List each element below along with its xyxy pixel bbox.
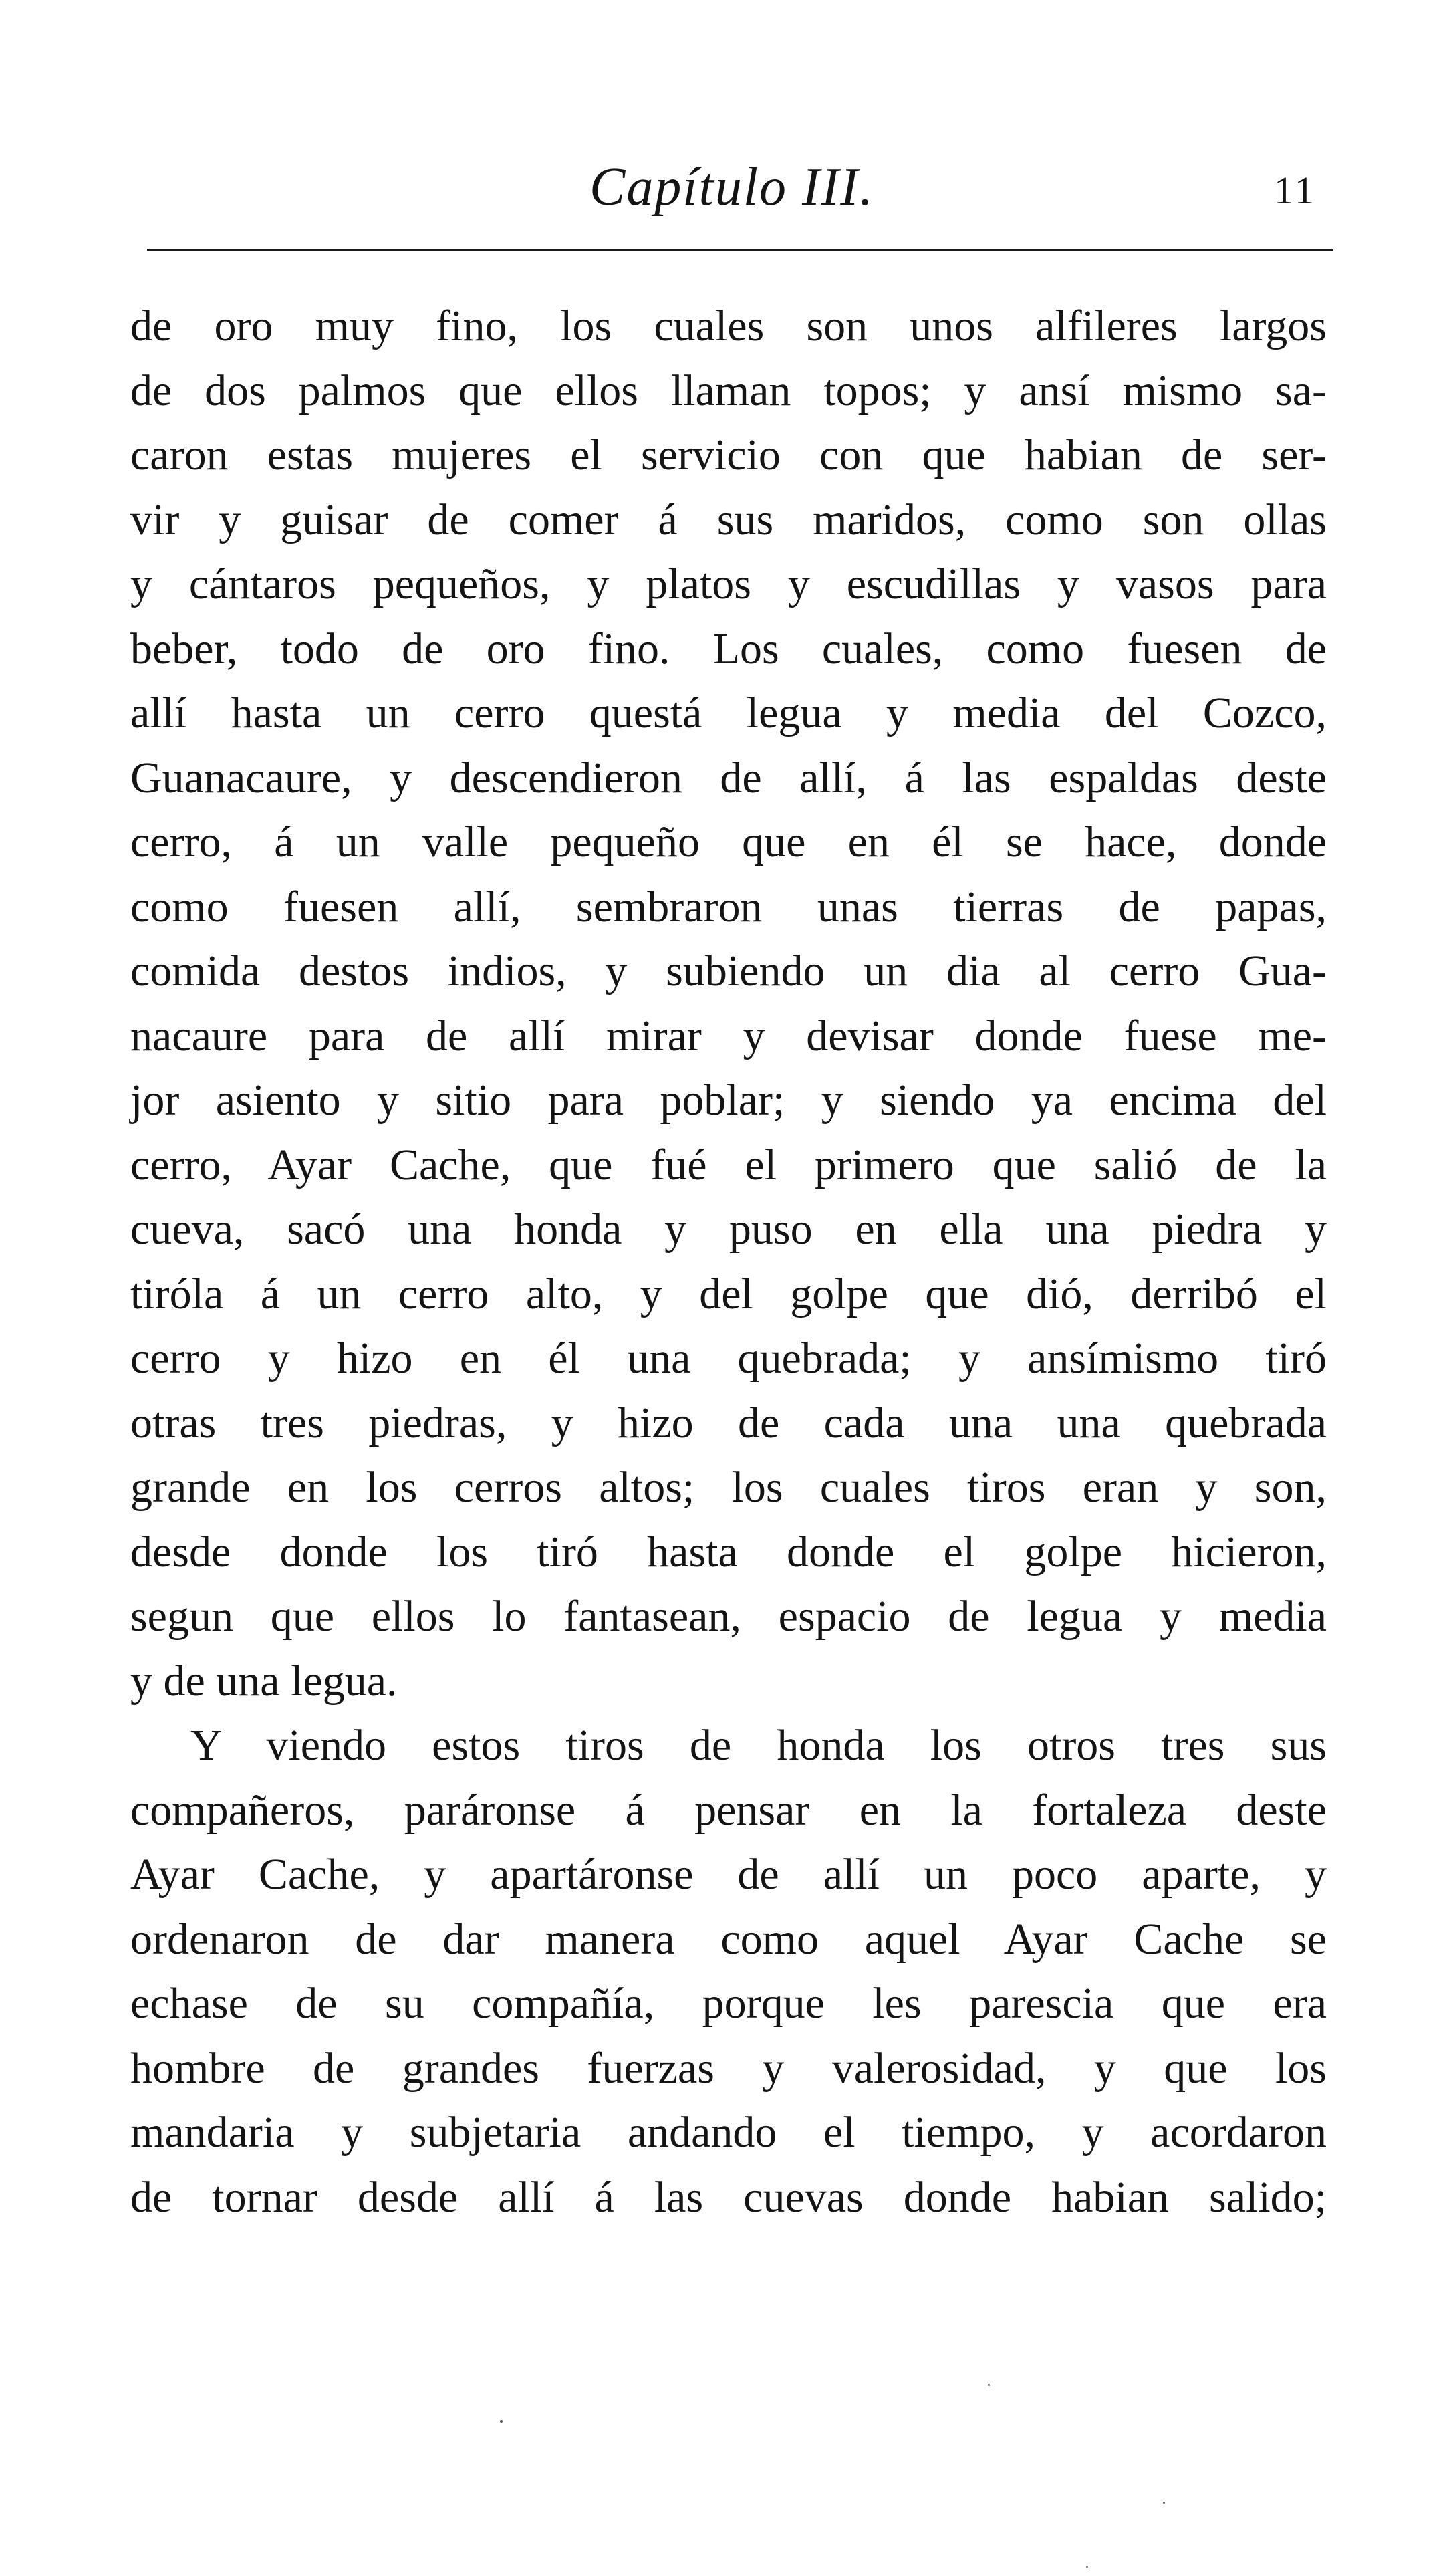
text-line: vir y guisar de comer á sus maridos, como son ollas <box>130 495 1327 544</box>
text-line: de oro muy fino, los cuales son unos alfileres largos <box>130 302 1327 350</box>
text-line: segun que ellos lo fantasean, espacio de legua y media <box>130 1592 1327 1641</box>
text-line: beber, todo de oro fino. Los cuales, como fuesen de <box>130 624 1327 673</box>
text-line: hombre de grandes fuerzas y valerosidad, y que los <box>130 2043 1327 2093</box>
paragraph-1 <box>130 294 1327 1714</box>
text-line: cerro, Ayar Cache, que fué el primero que salió de la <box>130 1140 1327 1189</box>
chapter-title: Capítulo III. <box>589 158 874 217</box>
text-line: jor asiento y sitio para poblar; y siendo ya encima del <box>130 1076 1327 1125</box>
text-line: echase de su compañía, porque les parescia que era <box>130 1979 1327 2028</box>
text-line: nacaure para de allí mirar y devisar donde fuese me- <box>130 1011 1327 1060</box>
paper-speck <box>1086 2566 1088 2568</box>
text-line: caron estas mujeres el servicio con que habian de ser- <box>130 431 1327 479</box>
text-line: comida destos indios, y subiendo un dia al cerro Gua- <box>130 947 1327 996</box>
paragraph-2 <box>130 1714 1327 2230</box>
paper-speck <box>500 2420 503 2423</box>
text-line: de tornar desde allí á las cuevas donde habian salido; <box>130 2172 1327 2222</box>
text-line: mandaria y subjetaria andando el tiempo, y acordaron <box>130 2108 1327 2157</box>
running-head <box>130 154 1333 234</box>
text-line: Guanacaure, y descendieron de allí, á las espaldas deste <box>130 753 1327 802</box>
paper-speck <box>1163 2502 1165 2504</box>
text-line: cerro, á un valle pequeño que en él se hace, donde <box>130 818 1327 866</box>
text-line: y cántaros pequeños, y platos y escudillas y vasos para <box>130 560 1327 608</box>
text-line: ordenaron de dar manera como aquel Ayar Cache se <box>130 1914 1327 1964</box>
text-line: desde donde los tiró hasta donde el golpe hicieron, <box>130 1527 1327 1576</box>
paper-speck <box>988 2384 990 2386</box>
header-rule <box>147 249 1333 251</box>
text-line: otras tres piedras, y hizo de cada una una quebrada <box>130 1398 1327 1447</box>
text-line: como fuesen allí, sembraron unas tierras de papas, <box>130 882 1327 931</box>
text-line: compañeros, paráronse á pensar en la fortaleza deste <box>130 1785 1327 1835</box>
text-line: cueva, sacó una honda y puso en ella una piedra y <box>130 1205 1327 1254</box>
text-line: grande en los cerros altos; los cuales tiros eran y son, <box>130 1463 1327 1512</box>
page-number: 11 <box>1274 168 1317 212</box>
text-line: Y viendo estos tiros de honda los otros tres sus <box>190 1721 1327 1770</box>
text-line: tiróla á un cerro alto, y del golpe que dió, derribó el <box>130 1269 1327 1318</box>
body-text <box>130 294 1327 2230</box>
text-line: allí hasta un cerro questá legua y media del Cozco, <box>130 689 1327 737</box>
text-line: de dos palmos que ellos llaman topos; y ansí mismo sa- <box>130 366 1327 415</box>
text-line: cerro y hizo en él una quebrada; y ansímismo tiró <box>130 1334 1327 1383</box>
text-line: y de una legua. <box>130 1656 398 1706</box>
text-line: Ayar Cache, y apartáronse de allí un poco aparte, y <box>130 1850 1327 1899</box>
